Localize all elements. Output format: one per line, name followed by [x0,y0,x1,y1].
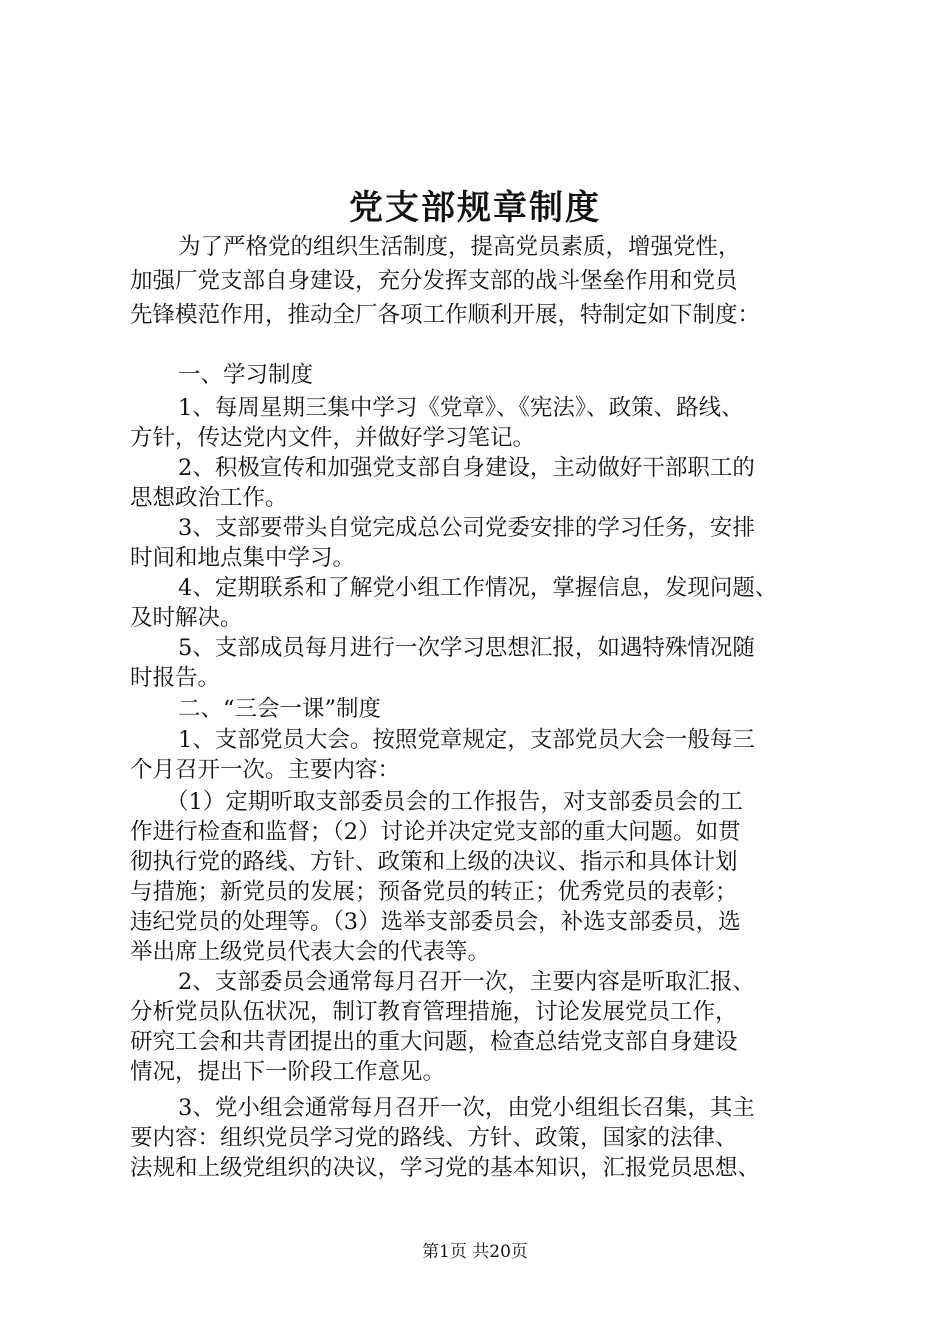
paragraph-line: 加强厂党支部自身建设，充分发挥支部的战斗堡垒作用和党员 [130,268,738,294]
paragraph-line: 3、党小组会通常每月召开一次，由党小组组长召集，其主 [178,1095,755,1121]
paragraph-line: 思想政治工作。 [130,485,288,511]
paragraph-line: 情况，提出下一阶段工作意见。 [130,1059,446,1085]
paragraph-line: 分析党员队伍状况，制订教育管理措施，讨论发展党员工作， [130,999,738,1025]
paragraph-line: 时报告。 [130,665,221,691]
paragraph-line: 1、支部党员大会。按照党章规定，支部党员大会一般每三 [178,727,755,753]
section-heading: 一、学习制度 [178,362,314,388]
paragraph-line: 4、定期联系和了解党小组工作情况，掌握信息，发现问题、 [178,575,778,601]
paragraph-line: （1）定期听取支部委员会的工作报告，对支部委员会的工 [166,789,743,815]
paragraph-line: 违纪党员的处理等。（3）选举支部委员会，补选支部委员，选 [130,909,741,935]
page-footer: 第1页 共20页 [422,1242,528,1262]
paragraph-line: 法规和上级党组织的决议，学习党的基本知识，汇报党员思想、 [130,1155,761,1181]
paragraph-line: 彻执行党的路线、方针、政策和上级的决议、指示和具体计划 [130,849,738,875]
paragraph-line: 要内容：组织党员学习党的路线、方针、政策，国家的法律、 [130,1125,738,1151]
section-heading: 二、“三会一课”制度 [178,696,382,722]
paragraph-line: 2、积极宣传和加强党支部自身建设，主动做好干部职工的 [178,455,755,481]
paragraph-line: 为了严格党的组织生活制度，提高党员素质，增强党性， [178,234,741,260]
paragraph-line: 先锋模范作用，推动全厂各项工作顺利开展，特制定如下制度： [130,302,761,328]
paragraph-line: 与措施；新党员的发展；预备党员的转正；优秀党员的表彰； [130,879,738,905]
paragraph-line: 1、每周星期三集中学习《党章》、《宪法》、政策、路线、 [178,395,744,421]
paragraph-line: 研究工会和共青团提出的重大问题，检查总结党支部自身建设 [130,1029,738,1055]
paragraph-line: 及时解决。 [130,605,243,631]
paragraph-line: 个月召开一次。主要内容： [130,757,401,783]
paragraph-line: 5、支部成员每月进行一次学习思想汇报，如遇特殊情况随 [178,635,755,661]
paragraph-line: 举出席上级党员代表大会的代表等。 [130,939,491,965]
paragraph-line: 方针，传达党内文件，并做好学习笔记。 [130,425,536,451]
paragraph-line: 时间和地点集中学习。 [130,545,356,571]
paragraph-line: 3、支部要带头自觉完成总公司党委安排的学习任务，安排 [178,515,755,541]
paragraph-line: 2、支部委员会通常每月召开一次，主要内容是听取汇报、 [178,969,755,995]
paragraph-line: 作进行检查和监督；（2）讨论并决定党支部的重大问题。如贯 [130,819,741,845]
document-title: 党支部规章制度 [349,188,601,228]
